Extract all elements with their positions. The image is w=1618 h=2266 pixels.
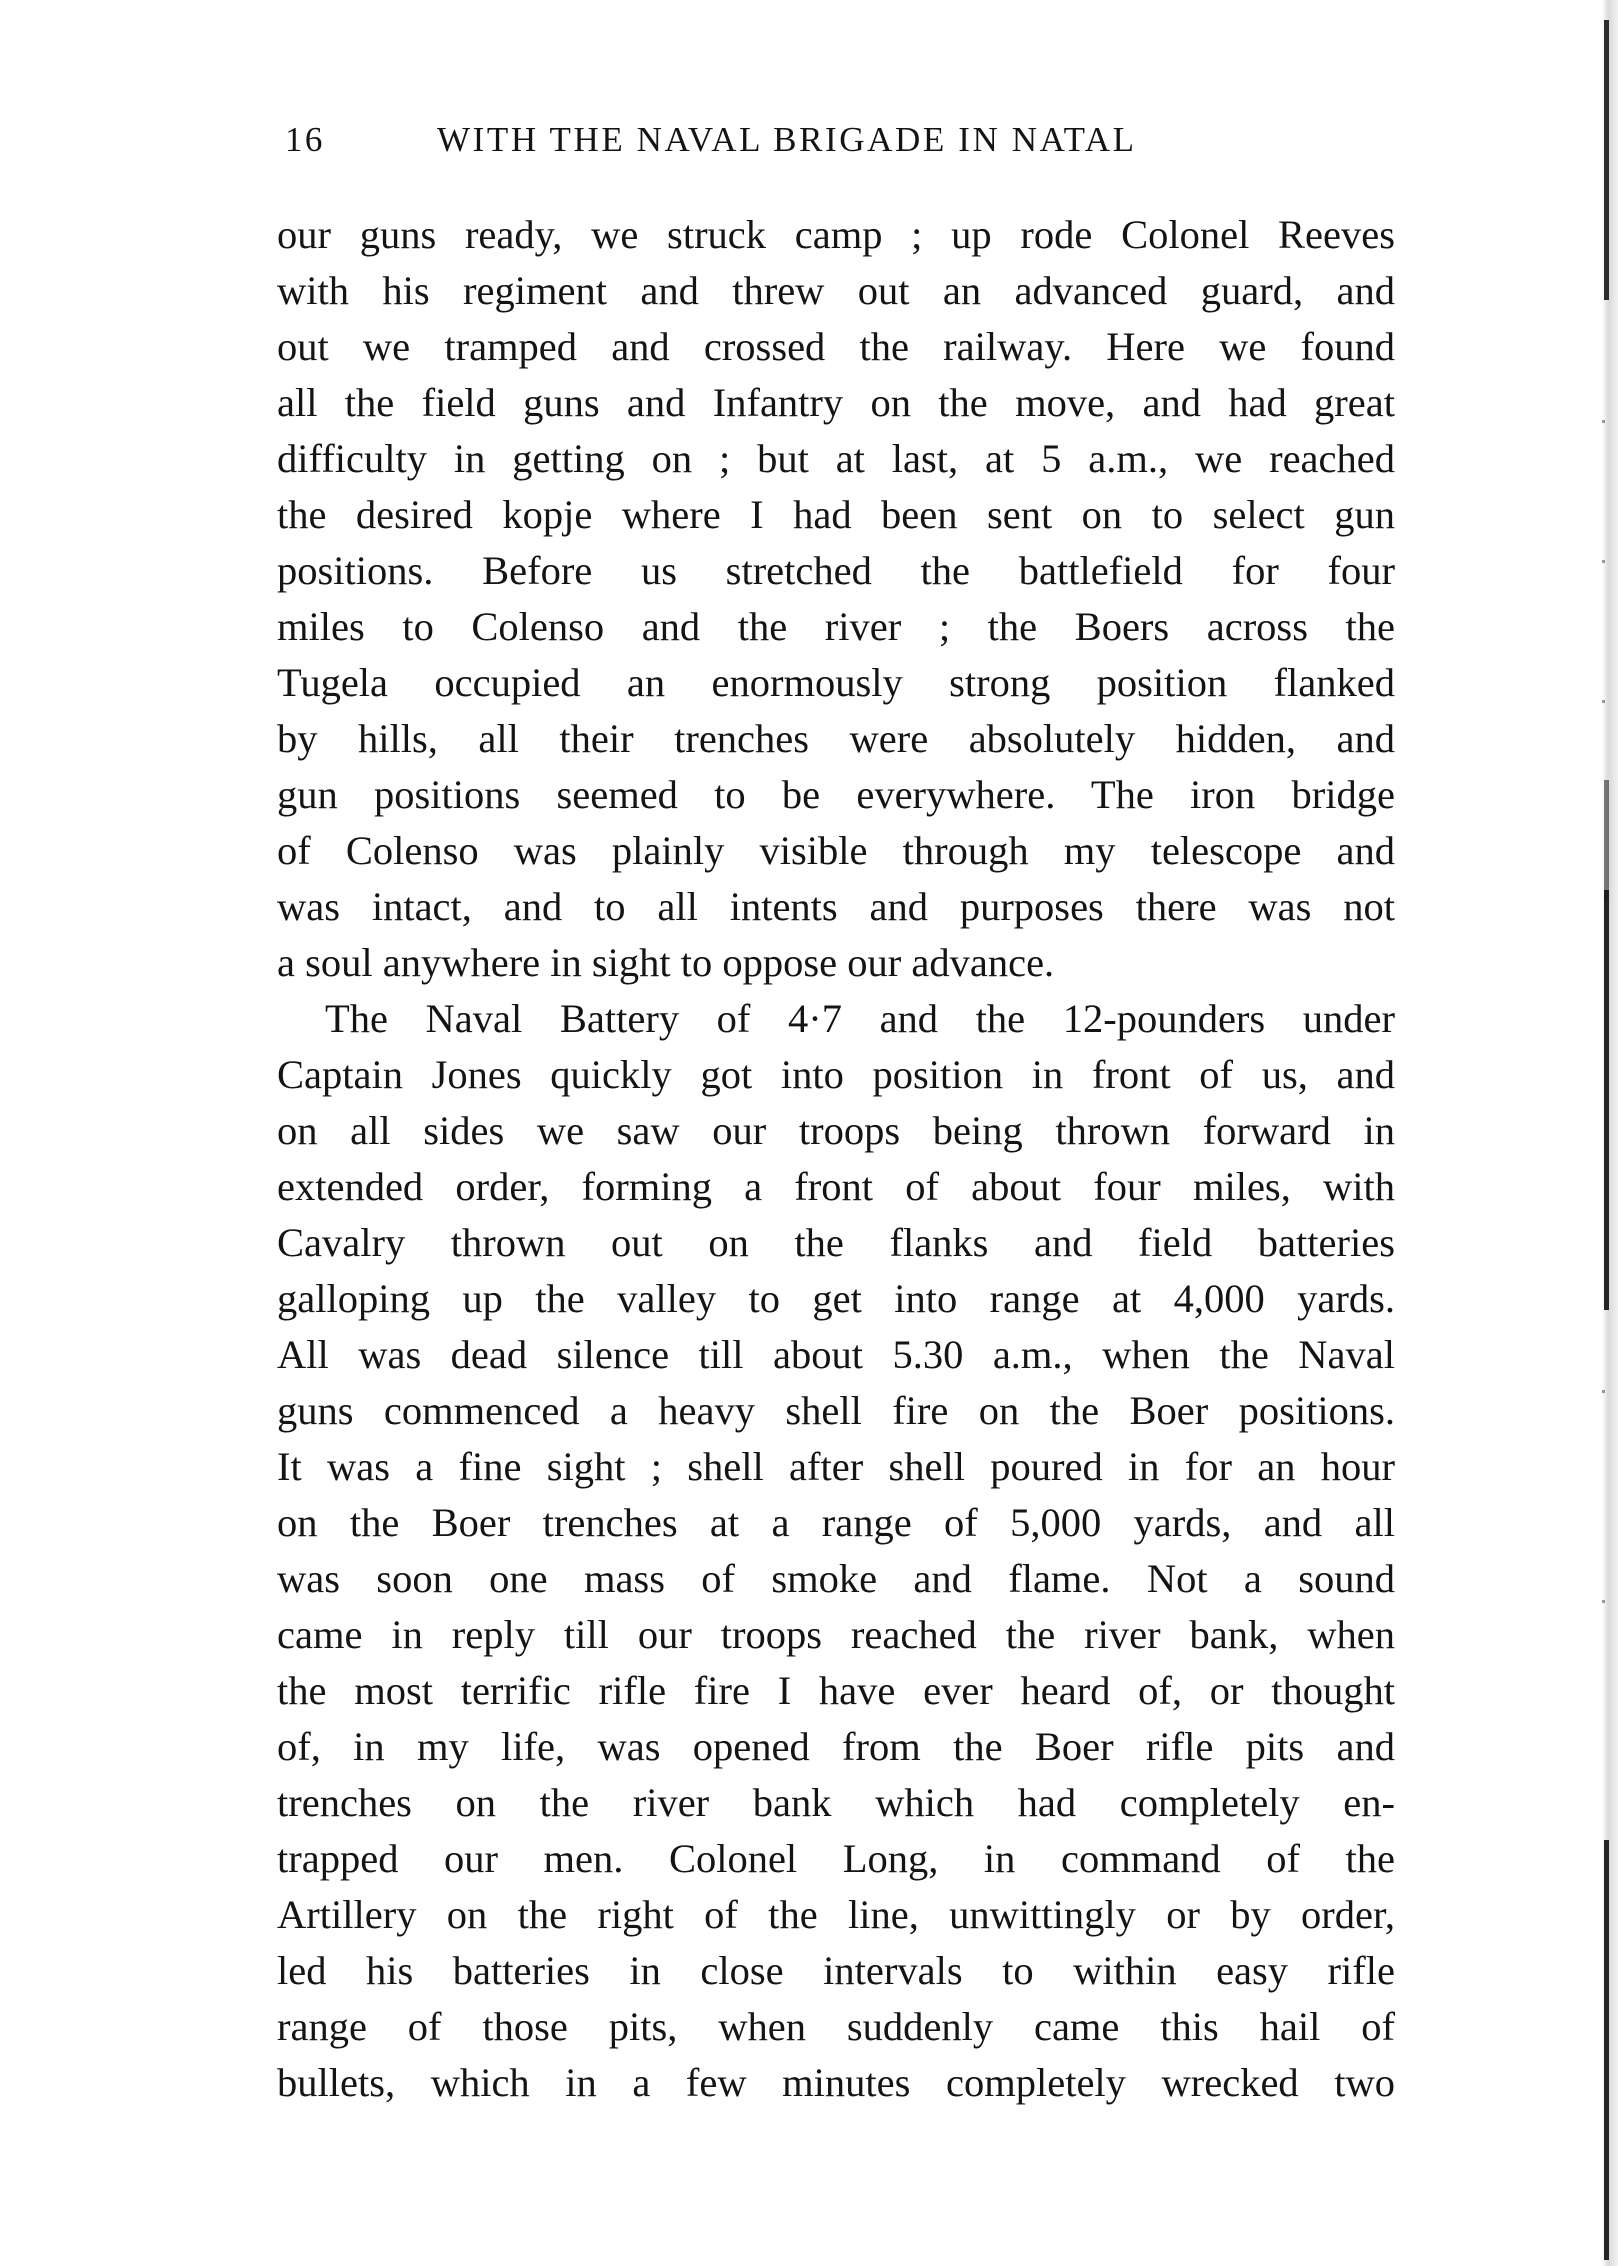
text-line: the most terrific rifle fire I have ever heard of, or thought [277,1668,1395,1713]
text-line: Artillery on the right of the line, unwittingly or by order, [277,1892,1395,1937]
text-line: trapped our men. Colonel Long, in command of the [277,1836,1395,1881]
text-line: miles to Colenso and the river ; the Boers across the [277,604,1395,649]
text-line: the desired kopje where I had been sent on to select gun [277,492,1395,537]
text-line: trenches on the river bank which had completely en- [277,1780,1395,1825]
text-line: all the field guns and Infantry on the move, and had great [277,380,1395,425]
text-line: Captain Jones quickly got into position in front of us, and [277,1052,1395,1097]
running-head [277,120,1395,160]
text-line: All was dead silence till about 5.30 a.m., when the Naval [277,1332,1395,1377]
scan-streak [1604,20,1609,300]
text-line: Tugela occupied an enormously strong position flanked [277,660,1395,705]
text-line: guns commenced a heavy shell fire on the Boer positions. [277,1388,1395,1433]
text-line: was intact, and to all intents and purposes there was not [277,884,1395,929]
text-line: with his regiment and threw out an advanced guard, and [277,268,1395,313]
scan-binding-shadow [1602,0,1618,2266]
scan-speck [1602,700,1605,703]
text-line: our guns ready, we struck camp ; up rode Colonel Reeves [277,212,1395,257]
text-line: bullets, which in a few minutes completely wrecked two [277,2060,1395,2105]
text-line: range of those pits, when suddenly came this hail of [277,2004,1395,2049]
running-title: WITH THE NAVAL BRIGADE IN NATAL [437,120,1137,159]
text-line: Cavalry thrown out on the flanks and field batteries [277,1220,1395,1265]
text-line: out we tramped and crossed the railway. Here we found [277,324,1395,369]
text-line: It was a fine sight ; shell after shell poured in for an hour [277,1444,1395,1489]
text-line: on the Boer trenches at a range of 5,000 yards, and all [277,1500,1395,1545]
text-line: was soon one mass of smoke and flame. Not a sound [277,1556,1395,1601]
scan-speck [1602,1600,1605,1603]
text-line: of, in my life, was opened from the Boer rifle pits and [277,1724,1395,1769]
scan-streak [1604,1840,1609,2260]
text-line: on all sides we saw our troops being thrown forward in [277,1108,1395,1153]
text-line: The Naval Battery of 4·7 and the 12-pounders under [325,996,1395,1041]
scan-streak [1604,890,1609,1310]
text-line: of Colenso was plainly visible through my telescope and [277,828,1395,873]
text-line: positions. Before us stretched the battlefield for four [277,548,1395,593]
text-line: by hills, all their trenches were absolutely hidden, and [277,716,1395,761]
text-line: came in reply till our troops reached the river bank, when [277,1612,1395,1657]
scan-speck [1602,560,1605,563]
scan-speck [1602,1390,1605,1393]
text-line: gun positions seemed to be everywhere. The iron bridge [277,772,1395,817]
text-line: extended order, forming a front of about four miles, with [277,1164,1395,1209]
text-line: galloping up the valley to get into range at 4,000 yards. [277,1276,1395,1321]
page-number: 16 [285,120,325,159]
text-line: led his batteries in close intervals to within easy rifle [277,1948,1395,1993]
body-text [277,207,1395,2111]
text-line: a soul anywhere in sight to oppose our advance. [277,940,1055,985]
scan-speck [1602,420,1605,423]
scan-streak [1604,780,1609,900]
text-line: difficulty in getting on ; but at last, at 5 a.m., we reached [277,436,1395,481]
